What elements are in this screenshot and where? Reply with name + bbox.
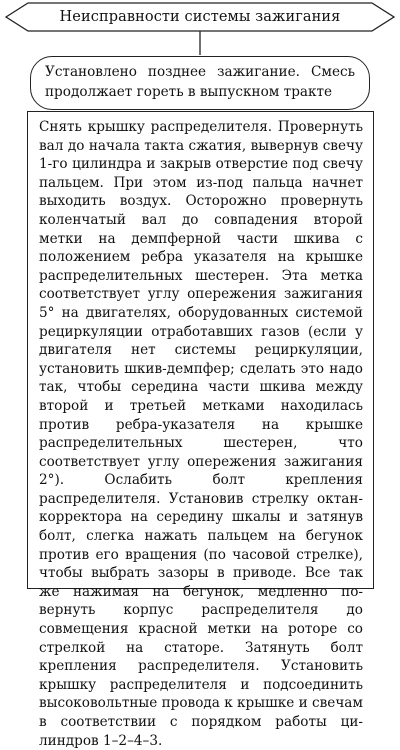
condition-box (30, 56, 370, 110)
procedure-text: Снять крышку распределителя. Провернуть вал до начала такта сжатия, вывернув свечу 1-го цилиндра и закрыв отверстие под свечу пальцем. При этом из-под пальца начнет выходить воздух. Осторожно провернуть коленчатый вал до совпадения второй метки на демпферной части шкива с положением ребра указателя на крышке распределительных шестерен. Эта метка соответствует углу опережения зажигания 5° на двигателях, оборудованных системой рециркуляции отработавших газов (если у двигателя нет системы рециркуляции, установить шкив-демпфер; сделать это надо так, чтобы середина части шкива между второй и третьей метками находилась против ребра-указателя на крышке распределительных шестерен, что соответствует углу опережения зажигания 2°). Ослабить болт крепления распределителя. Установив стрелку октан-корректора на середину шкалы и затянув болт, слегка нажать пальцем на бегунок против его вращения (по часовой стрелке), чтобы выбрать зазоры в приводе. Все так же нажимая на бегунок, медленно повернуть корпус распределителя до совмещения красной метки на роторе со стрелкой на статоре. Затянуть болт крепления распределителя. Установить крышку распределителя и подсоединить высоковольтные провода к крышке и свечам в соответствии с порядком работы цилиндров 1–2–4–3. (39, 119, 363, 749)
procedure-box (27, 111, 374, 749)
condition-text: Установлено позднее зажигание. Смесь продолжает гореть в выпускном тракте (45, 64, 355, 100)
diagram-title: Неисправности системы зажигания (59, 9, 341, 25)
